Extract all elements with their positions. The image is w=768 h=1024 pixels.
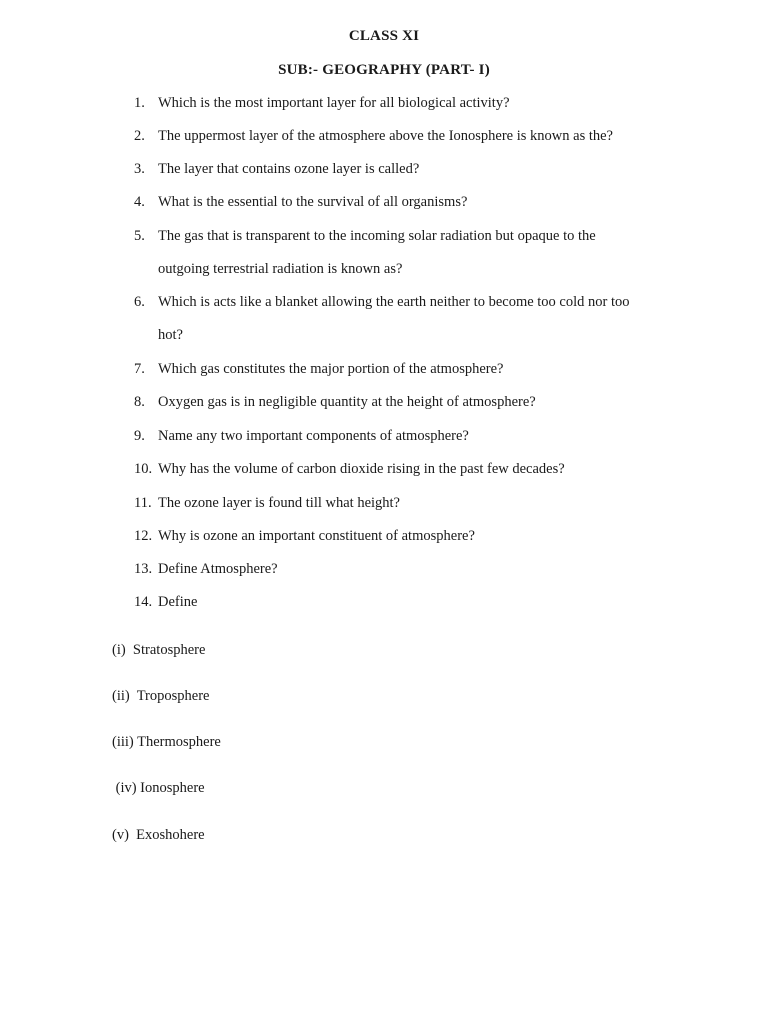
question-number: 5. [134,228,145,244]
question-text: The ozone layer is found till what height? [158,495,400,511]
question-text: The layer that contains ozone layer is called? [158,161,420,177]
define-item: (ii) Troposphere [112,688,210,704]
question-number: 6. [134,294,145,310]
question-text: The gas that is transparent to the incoming solar radiation but opaque to the outgoing terrestrial radiation is known as? [158,228,596,277]
question-number: 11. [134,495,152,511]
question-number: 10. [134,461,153,477]
question-number: 14. [134,594,153,610]
question-number: 2. [134,128,145,144]
question-text: Define [158,594,198,610]
question-text: Which is acts like a blanket allowing the earth neither to become too cold nor too hot? [158,294,630,343]
class-title: CLASS XI [348,28,420,44]
define-item: (iii) Thermosphere [112,734,221,750]
question-number: 9. [134,428,145,444]
define-item: (iv) Ionosphere [112,780,205,796]
question-number: 8. [134,394,145,410]
subject-title: SUB:- GEOGRAPHY (PART- I) [278,62,490,78]
question-number: 3. [134,161,145,177]
question-number: 12. [134,528,153,544]
question-text: Define Atmosphere? [158,561,278,577]
question-text: What is the essential to the survival of all organisms? [158,194,468,210]
question-text: Why is ozone an important constituent of atmosphere? [158,528,475,544]
define-item: (i) Stratosphere [112,642,206,658]
question-text: Why has the volume of carbon dioxide rising in the past few decades? [158,461,565,477]
question-text: Which gas constitutes the major portion of the atmosphere? [158,361,504,377]
question-number: 7. [134,361,145,377]
question-text: Which is the most important layer for all biological activity? [158,95,510,111]
define-item: (v) Exoshohere [112,827,205,843]
question-number: 1. [134,95,145,111]
question-text: The uppermost layer of the atmosphere above the Ionosphere is known as the? [158,128,613,144]
question-number: 13. [134,561,153,577]
question-text: Name any two important components of atmosphere? [158,428,469,444]
question-text: Oxygen gas is in negligible quantity at the height of atmosphere? [158,394,536,410]
question-number: 4. [134,194,145,210]
